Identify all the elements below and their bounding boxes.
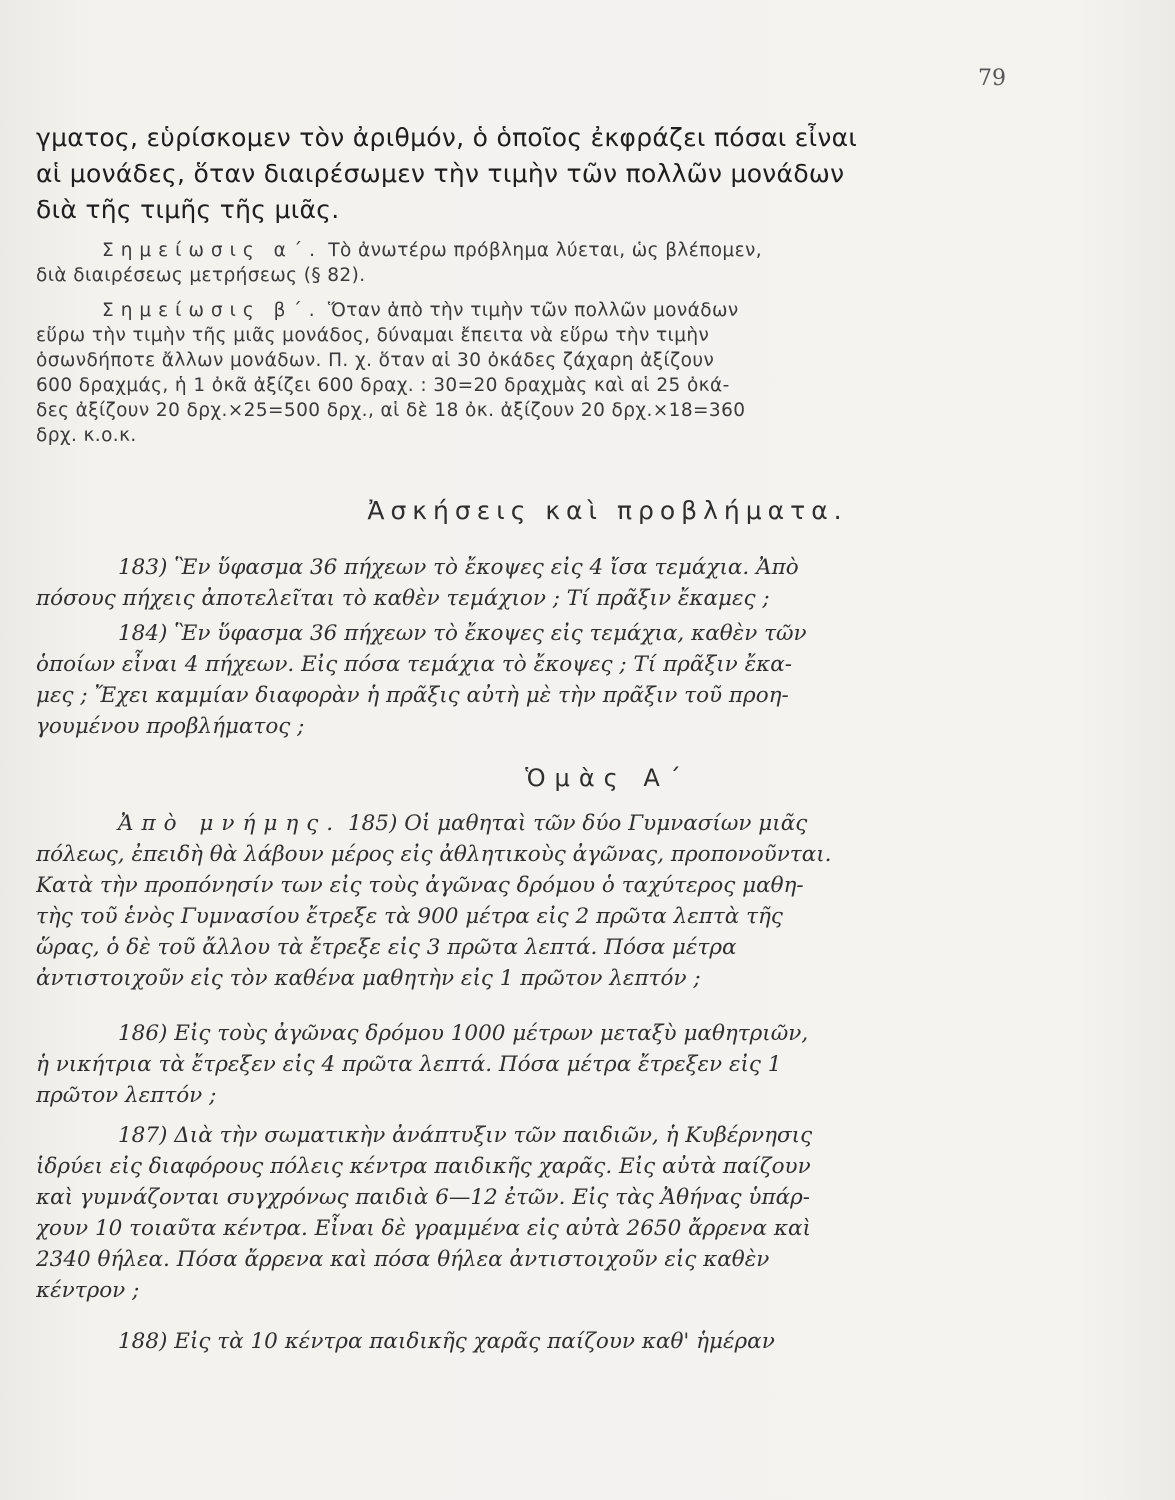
note-b-line: εὕρω τὴν τιμὴν τῆς μιᾶς μονάδος, δύναμαι ἔπειτα νὰ εὕρω τὴν τιμὴν xyxy=(36,325,710,346)
note-b xyxy=(36,298,1008,448)
problem-185-label: Ἀπὸ μνήμης. xyxy=(118,811,342,836)
problem-line: 185) Οἱ μαθηταὶ τῶν δύο Γυμνασίων μιᾶς xyxy=(347,811,808,836)
note-a xyxy=(36,238,1008,288)
problem-line: χουν 10 τοιαῦτα κέντρα. Εἶναι δὲ γραμμένα εἰς αὐτὰ 2650 ἄρρενα καὶ xyxy=(36,1216,811,1241)
note-a-line: διὰ διαιρέσεως μετρήσεως (§ 82). xyxy=(36,265,366,286)
note-a-label: Σημείωσις α΄. xyxy=(102,240,322,261)
problem-188 xyxy=(36,1326,1008,1357)
note-b-line: δες ἀξίζουν 20 δρχ.×25=500 δρχ., αἱ δὲ 18 ὀκ. ἀξίζουν 20 δρχ.×18=360 xyxy=(36,400,746,421)
problem-184 xyxy=(36,618,1008,742)
exercises-heading: Ἀσκήσεις καὶ προβλήματα. xyxy=(367,496,848,525)
problem-183 xyxy=(36,552,1008,614)
problem-line: 186) Εἰς τοὺς ἀγῶνας δρόμου 1000 μέτρων μεταξὺ μαθητριῶν, xyxy=(118,1021,809,1046)
note-b-line: ὁσωνδήποτε ἄλλων μονάδων. Π. χ. ὅταν αἱ 30 ὀκάδες ζάχαρη ἀξίζουν xyxy=(36,350,715,371)
note-b-label: Σημείωσις β΄. xyxy=(102,300,322,321)
problem-line: μες ; Ἔχει καμμίαν διαφορὰν ἡ πρᾶξις αὐτὴ μὲ τὴν πρᾶξιν τοῦ προη- xyxy=(36,683,789,708)
problem-line: τὴς τοῦ ἑνὸς Γυμνασίου ἔτρεξε τὰ 900 μέτρα εἰς 2 πρῶτα λεπτὰ τῆς xyxy=(36,904,783,929)
problem-line: ὁποίων εἶναι 4 πήχεων. Εἰς πόσα τεμάχια τὸ ἔκοψες ; Τί πρᾶξιν ἔκα- xyxy=(36,652,792,677)
problem-line: κέντρον ; xyxy=(36,1278,140,1303)
group-heading: Ὁμὰς Α΄ xyxy=(525,764,690,792)
lead-line: αἱ μονάδες, ὅταν διαιρέσωμεν τὴν τιμὴν τῶν πολλῶν μονάδων xyxy=(36,159,845,188)
lead-line: γματος, εὑρίσκομεν τὸν ἀριθμόν, ὁ ὁποῖος ἐκφράζει πόσαι εἶναι xyxy=(36,123,858,152)
problem-line: ἡ νικήτρια τὰ ἔτρεξεν εἰς 4 πρῶτα λεπτά. Πόσα μέτρα ἔτρεξεν εἰς 1 xyxy=(36,1052,782,1077)
problem-line: 187) Διὰ τὴν σωματικὴν ἀνάπτυξιν τῶν παιδιῶν, ἡ Κυβέρνησις xyxy=(118,1123,813,1148)
problem-line: Κατὰ τὴν προπόνησίν των εἰς τοὺς ἀγῶνας δρόμου ὁ ταχύτερος μαθη- xyxy=(36,873,804,898)
problem-185-first-line xyxy=(36,808,1008,839)
problem-line: 183) Ἓν ὕφασμα 36 πήχεων τὸ ἔκοψες εἰς 4 ἴσα τεμάχια. Ἀπὸ xyxy=(118,555,799,580)
problem-187 xyxy=(36,1120,1008,1306)
problem-line: ἱδρύει εἰς διαφόρους πόλεις κέντρα παιδικῆς χαρᾶς. Εἰς αὐτὰ παίζουν xyxy=(36,1154,811,1179)
problem-line: πρῶτον λεπτόν ; xyxy=(36,1083,217,1108)
problem-line: καὶ γυμνάζονται συγχρόνως παιδιὰ 6—12 ἐτῶν. Εἰς τὰς Ἀθήνας ὑπάρ- xyxy=(36,1185,810,1210)
note-b-text: Ὅταν ἀπὸ τὴν τιμὴν τῶν πολλῶν μονάδων xyxy=(327,300,739,321)
problem-line: 184) Ἓν ὕφασμα 36 πήχεων τὸ ἔκοψες εἰς τεμάχια, καθὲν τῶν xyxy=(118,621,807,646)
problem-line: πόσους πήχεις ἀποτελεῖται τὸ καθὲν τεμάχιον ; Τί πρᾶξιν ἔκαμες ; xyxy=(36,586,770,611)
problem-line: 188) Εἰς τὰ 10 κέντρα παιδικῆς χαρᾶς παίζουν καθ' ἡμέραν xyxy=(118,1329,775,1354)
lead-line: διὰ τῆς τιμῆς τῆς μιᾶς. xyxy=(36,195,340,224)
problem-line: ὥρας, ὁ δὲ τοῦ ἄλλου τὰ ἔτρεξε εἰς 3 πρῶτα λεπτά. Πόσα μέτρα xyxy=(36,935,737,960)
problem-186 xyxy=(36,1018,1008,1111)
problem-line: πόλεως, ἐπειδὴ θὰ λάβουν μέρος εἰς ἀθλητικοὺς ἀγῶνας, προπονοῦνται. xyxy=(36,842,832,867)
lead-paragraph xyxy=(36,120,1008,228)
problem-185 xyxy=(36,808,1008,994)
problem-line: ἀντιστοιχοῦν εἰς τὸν καθένα μαθητὴν εἰς 1 πρῶτον λεπτόν ; xyxy=(36,966,701,991)
page-number: 79 xyxy=(978,66,1006,91)
problem-line: 2340 θήλεα. Πόσα ἄρρενα καὶ πόσα θήλεα ἀντιστοιχοῦν εἰς καθὲν xyxy=(36,1247,770,1272)
note-b-first-line xyxy=(36,298,1008,323)
note-b-line: 600 δραχμάς, ἡ 1 ὀκᾶ ἀξίζει 600 δραχ. : 30=20 δραχμὰς καὶ αἱ 25 ὀκά- xyxy=(36,375,730,396)
note-b-line: δρχ. κ.ο.κ. xyxy=(36,425,137,446)
note-a-first-line xyxy=(36,238,1008,263)
problem-line: γουμένου προβλήματος ; xyxy=(36,714,305,739)
note-a-text: Τὸ ἀνωτέρω πρόβλημα λύεται, ὡς βλέπομεν, xyxy=(328,240,763,261)
